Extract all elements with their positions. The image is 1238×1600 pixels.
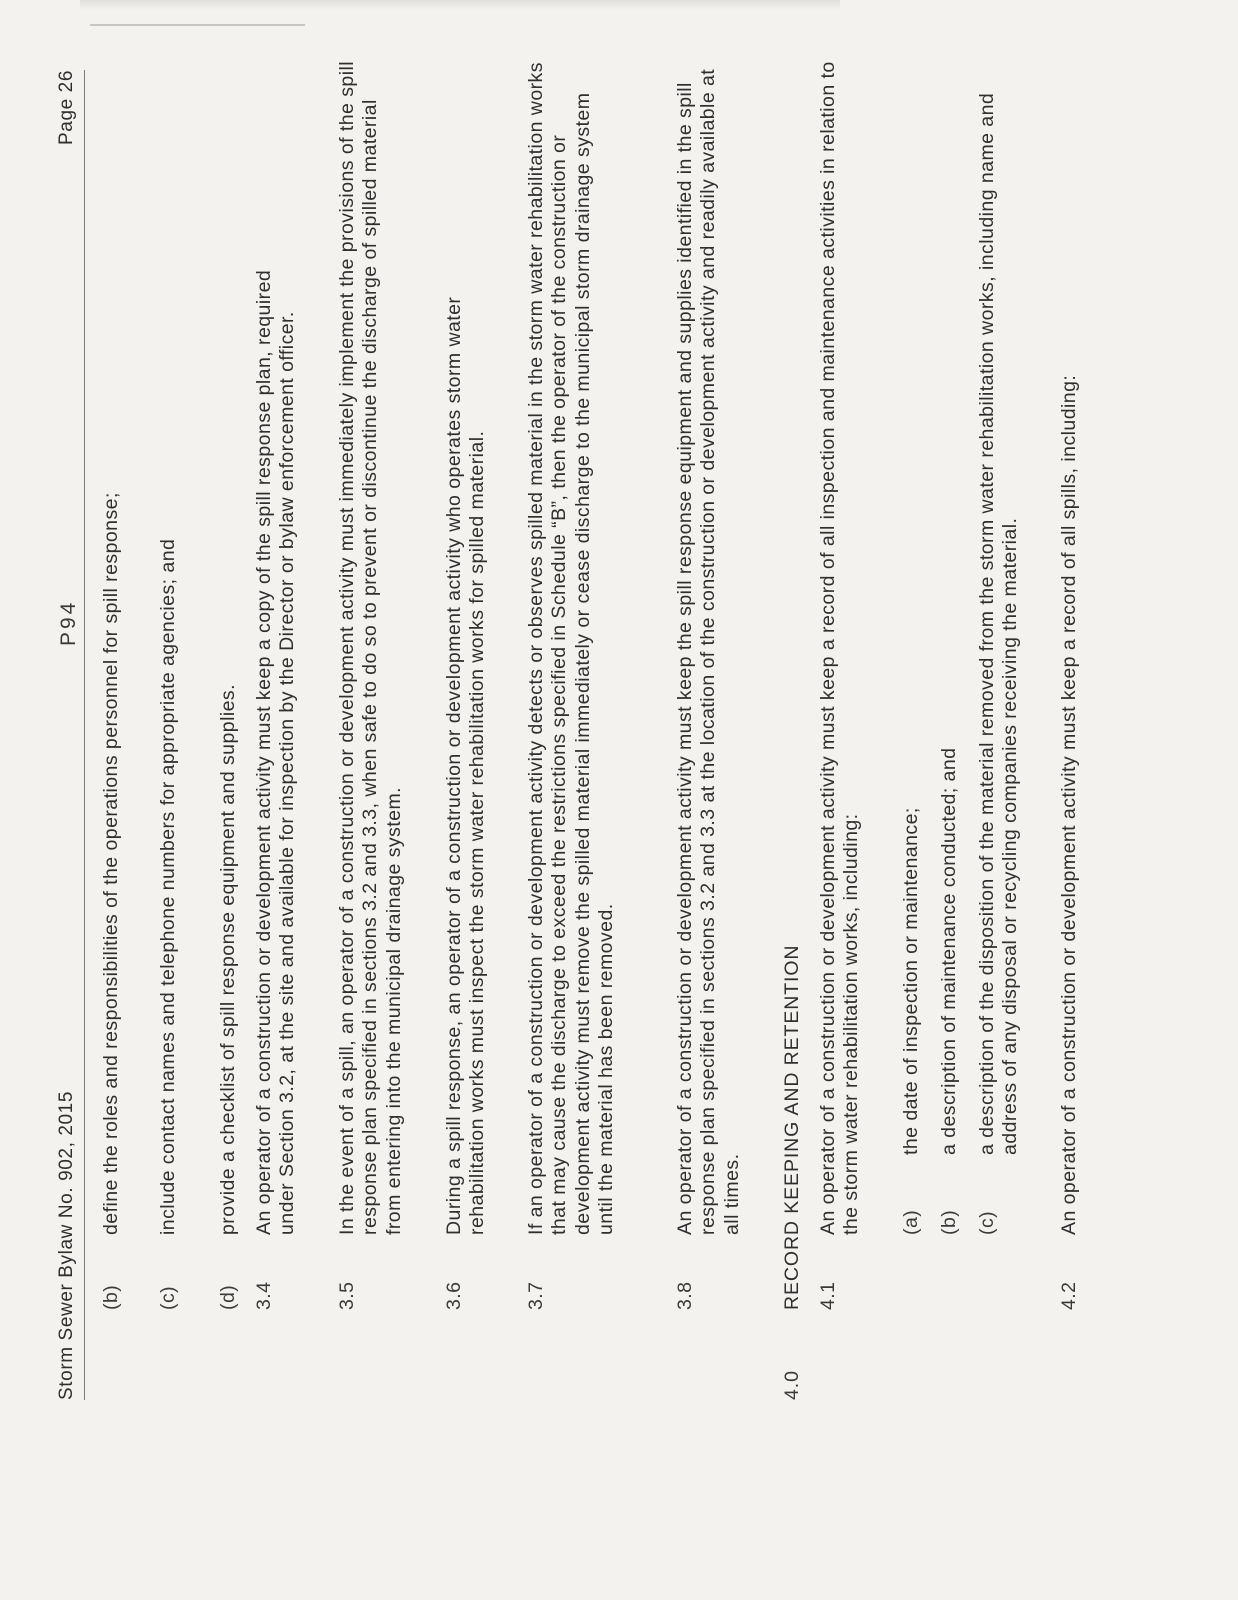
page-header [46,70,85,1400]
section-3-8-text: An operator of a construction or development activity must keep the spill response equipment and supplies identified in the spill response plan specified in sections 3.2 and 3.3 at the location of the construction or development activity and readily available at all times. [674,68,743,1235]
section-4-2-text: An operator of a construction or development activity must keep a record of all spills, including: [1058,374,1080,1235]
item-text-b: define the roles and responsibilities of the operations personnel for spill response; [100,492,122,1235]
item-text-c: include contact names and telephone numbers for appropriate agencies; and [157,538,179,1235]
header-page-code: P94 [56,599,80,646]
section-3-4-number: 3.4 [253,1281,275,1310]
item-4-1-label-b: (b) [938,1209,960,1235]
section-3-4-text: An operator of a construction or development activity must keep a copy of the spill response plan, required under Section 3.2, at the site and available for inspection by the Director or bylaw enforcement officer. [253,269,299,1235]
section-3-7-text: If an operator of a construction or development activity detects or observes spilled material in the storm water rehabilitation works that may cause the discharge to exceed the restrictions specified in Schedule “B”, then the operator of the construction or development activity must remove the spilled material immediately or cease discharge to the municipal storm drainage system until the material has been removed. [525,62,618,1235]
header-page-number: Page 26 [55,70,77,145]
item-label-b: (b) [100,1284,122,1310]
section-3-5-text: In the event of a spill, an operator of a construction or development activity must immediately implement the provisions of the spill response plan specified in sections 3.2 and 3.3, when safe to do so to prevent or discontinue the discharge of spilled material from entering into the municipal drainage system. [336,60,405,1235]
item-4-1-text-b: a description of maintenance conducted; and [938,747,960,1155]
section-3-6-number: 3.6 [443,1281,465,1310]
section-3-7-number: 3.7 [525,1281,547,1310]
item-text-d: provide a checklist of spill response equipment and supplies. [217,684,239,1235]
item-label-d: (d) [217,1284,239,1310]
section-3-8-number: 3.8 [674,1281,696,1310]
section-4-2-number: 4.2 [1058,1281,1080,1310]
section-4-0-number: 4.0 [781,1370,803,1400]
section-3-6-text: During a spill response, an operator of a construction or development activity who operates storm water rehabilitation works must inspect the storm water rehabilitation works for spilled material. [443,296,489,1235]
item-4-1-text-c: a description of the disposition of the material removed from the storm water rehabilitation works, including name and address of any disposal or recycling companies receiving the material. [976,92,1022,1155]
header-bylaw-title: Storm Sewer Bylaw No. 902, 2015 [55,1090,77,1400]
item-label-c: (c) [157,1285,179,1310]
section-4-0-heading: RECORD KEEPING AND RETENTION [781,944,803,1310]
item-4-1-label-a: (a) [900,1209,922,1235]
item-4-1-text-a: the date of inspection or maintenance; [900,807,922,1155]
section-4-1-number: 4.1 [817,1281,839,1310]
section-4-1-text: An operator of a construction or development activity must keep a record of all inspection and maintenance activities in relation to the storm water rehabilitation works, including: [817,61,863,1235]
item-4-1-label-c: (c) [976,1210,998,1235]
section-3-5-number: 3.5 [336,1281,358,1310]
